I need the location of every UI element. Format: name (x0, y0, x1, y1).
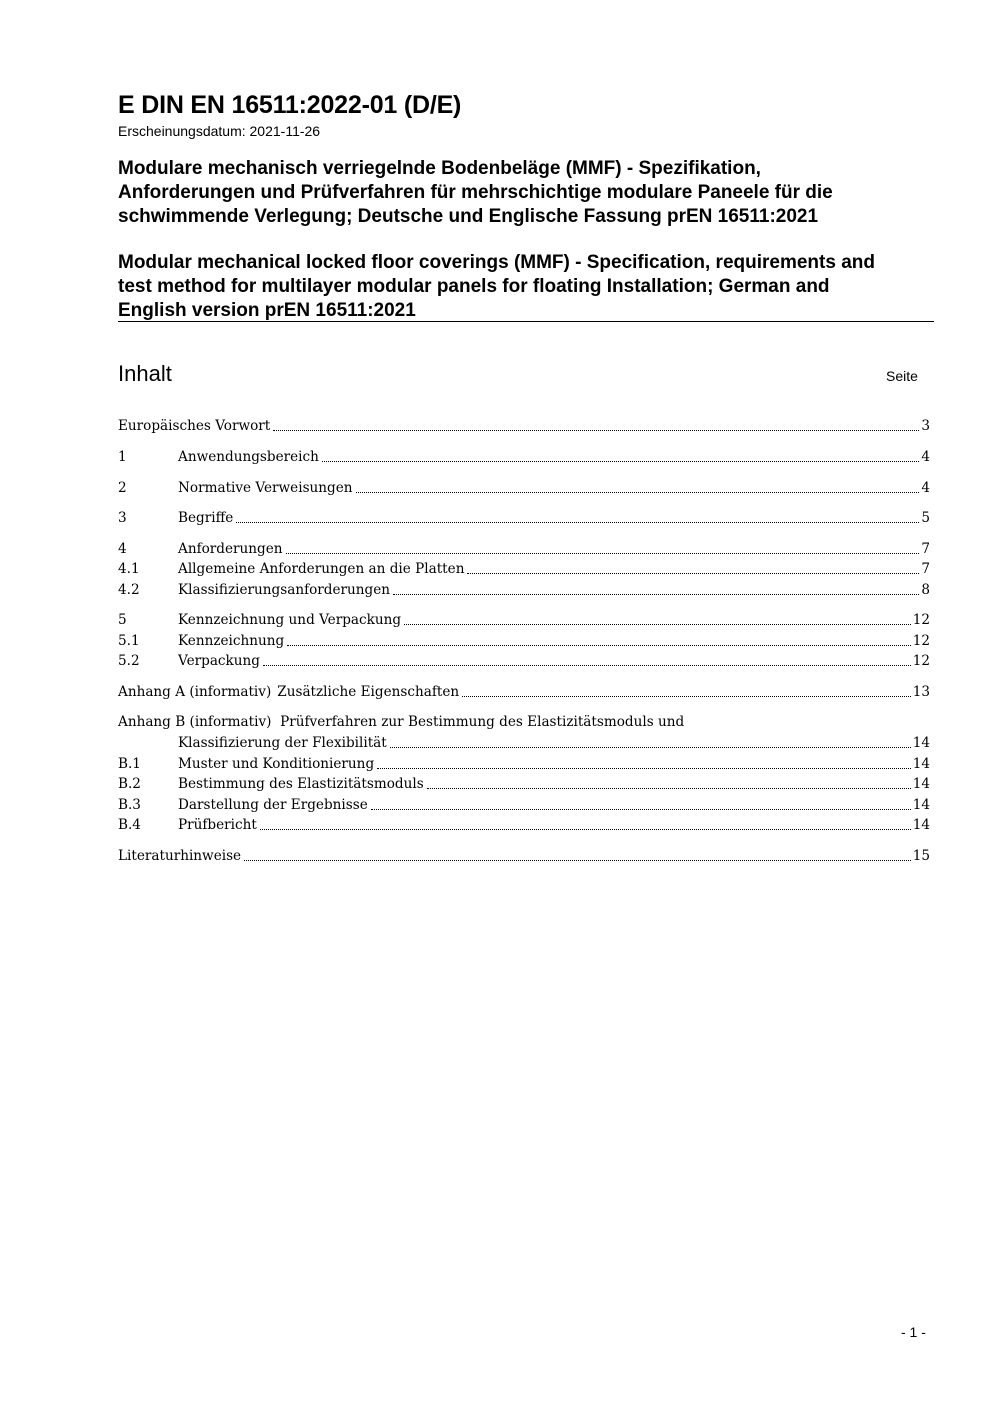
toc-entry-number: Anhang B (informativ) (118, 714, 272, 730)
toc-entry-number: B.1 (118, 756, 141, 772)
toc-entry-page: 13 (912, 684, 930, 700)
toc-entry-page: 7 (921, 561, 930, 577)
toc-leader-dots (287, 644, 910, 646)
document-id: E DIN EN 16511:2022-01 (D/E) (118, 91, 462, 119)
toc-entry[interactable] (118, 631, 930, 651)
title-german (118, 157, 934, 229)
toc-entry-title: Klassifizierung der Flexibilität (178, 735, 387, 751)
toc-leader-dots (427, 787, 911, 789)
toc-entry-number: 4.2 (118, 582, 140, 598)
toc-entry-page: 14 (912, 756, 930, 772)
toc-entry-title: Prüfverfahren zur Bestimmung des Elastizitätsmoduls und (280, 714, 685, 730)
toc-entry-page: 3 (921, 418, 930, 434)
publication-date: Erscheinungsdatum: 2021-11-26 (118, 123, 321, 139)
toc-entry-title: Kennzeichnung (178, 633, 285, 649)
toc-entry[interactable] (118, 508, 930, 528)
toc-entry-number: B.4 (118, 817, 141, 833)
toc-entry-number: Anhang A (informativ) (118, 684, 272, 700)
toc-entry[interactable] (118, 447, 930, 467)
toc-entry-title: Europäisches Vorwort (118, 418, 271, 434)
toc-leader-dots (322, 460, 919, 462)
toc-entry[interactable] (118, 712, 684, 732)
toc-entry-page: 15 (912, 848, 930, 864)
toc-leader-dots (244, 859, 911, 861)
toc-entry-number: 3 (118, 510, 127, 526)
title-divider (118, 321, 934, 322)
toc-entry-title: Prüfbericht (178, 817, 257, 833)
toc-entry-number: 4.1 (118, 561, 140, 577)
toc-entry[interactable] (118, 580, 930, 600)
toc-entry-number: 1 (118, 449, 127, 465)
toc-entry-title: Zusätzliche Eigenschaften (277, 684, 460, 700)
toc-entry[interactable] (118, 815, 930, 835)
toc-entry-page: 14 (912, 817, 930, 833)
toc-entry[interactable] (118, 774, 930, 794)
toc-leader-dots (236, 521, 919, 523)
toc-entry-number: 2 (118, 480, 127, 496)
toc-entry-title: Klassifizierungsanforderungen (178, 582, 391, 598)
toc-entry-title: Darstellung der Ergebnisse (178, 797, 368, 813)
page-number: - 1 - (901, 1324, 926, 1340)
toc-leader-dots (273, 429, 919, 431)
toc-entry-number: B.2 (118, 776, 141, 792)
toc-entry-page: 8 (921, 582, 930, 598)
toc-entry-title: Muster und Konditionierung (178, 756, 375, 772)
toc-entry-page: 4 (921, 480, 930, 496)
toc-entry[interactable] (118, 682, 930, 702)
title-english (118, 251, 934, 323)
toc-leader-dots (260, 828, 911, 830)
toc-entry-number: 5.1 (118, 633, 140, 649)
toc-entry-page: 12 (912, 653, 930, 669)
toc-entry-continuation[interactable] (118, 733, 930, 753)
toc-entry-number: 5 (118, 612, 127, 628)
toc-entry-page: 14 (912, 776, 930, 792)
title-german-line: Modulare mechanisch verriegelnde Bodenbeläge (MMF) - Spezifikation, (118, 158, 761, 179)
toc-leader-dots (393, 593, 919, 595)
toc-entry-page: 14 (912, 735, 930, 751)
toc-entry[interactable] (118, 539, 930, 559)
toc-entry-title: Kennzeichnung und Verpackung (178, 612, 402, 628)
toc-entry-title: Bestimmung des Elastizitätsmoduls (178, 776, 424, 792)
toc-entry-title: Anwendungsbereich (178, 449, 319, 465)
toc-entry[interactable] (118, 651, 930, 671)
title-english-line: test method for multilayer modular panels for floating Installation; German and (118, 276, 830, 297)
toc-leader-dots (286, 552, 920, 554)
toc-leader-dots (390, 746, 911, 748)
toc-entry-title: Literaturhinweise (118, 848, 242, 864)
toc-entry[interactable] (118, 559, 930, 579)
toc-entry-page: 12 (912, 612, 930, 628)
toc-leader-dots (356, 491, 920, 493)
toc-leader-dots (263, 664, 911, 666)
toc-leader-dots (467, 572, 919, 574)
title-english-line: English version prEN 16511:2021 (118, 300, 416, 321)
toc-entry-page: 12 (912, 633, 930, 649)
toc-page-column-heading: Seite (886, 368, 918, 384)
toc-entry[interactable] (118, 610, 930, 630)
toc-entry-title: Normative Verweisungen (178, 480, 353, 496)
toc-entry-title: Begriffe (178, 510, 234, 526)
toc-entry-number: 5.2 (118, 653, 140, 669)
toc-entry-number: 4 (118, 541, 127, 557)
toc-entry-page: 4 (921, 449, 930, 465)
title-german-line: Anforderungen und Prüfverfahren für mehrschichtige modulare Paneele für die (118, 182, 833, 203)
toc-entry-page: 14 (912, 797, 930, 813)
toc-leader-dots (462, 695, 911, 697)
toc-entry[interactable] (118, 416, 930, 436)
toc-heading: Inhalt (118, 361, 172, 386)
title-english-line: Modular mechanical locked floor coverings (MMF) - Specification, requirements and (118, 252, 875, 273)
toc-entry-title: Allgemeine Anforderungen an die Platten (178, 561, 465, 577)
toc-entry-page: 7 (921, 541, 930, 557)
toc-entry-title: Anforderungen (178, 541, 283, 557)
toc-entry[interactable] (118, 754, 930, 774)
toc-leader-dots (404, 623, 911, 625)
title-german-line: schwimmende Verlegung; Deutsche und Englische Fassung prEN 16511:2021 (118, 206, 819, 227)
toc-entry-page: 5 (921, 510, 930, 526)
toc-entry[interactable] (118, 846, 930, 866)
toc-entry[interactable] (118, 795, 930, 815)
toc-entry-number: B.3 (118, 797, 141, 813)
toc-entry[interactable] (118, 478, 930, 498)
toc-leader-dots (371, 808, 911, 810)
toc-leader-dots (377, 767, 911, 769)
toc-entry-title: Verpackung (178, 653, 260, 669)
